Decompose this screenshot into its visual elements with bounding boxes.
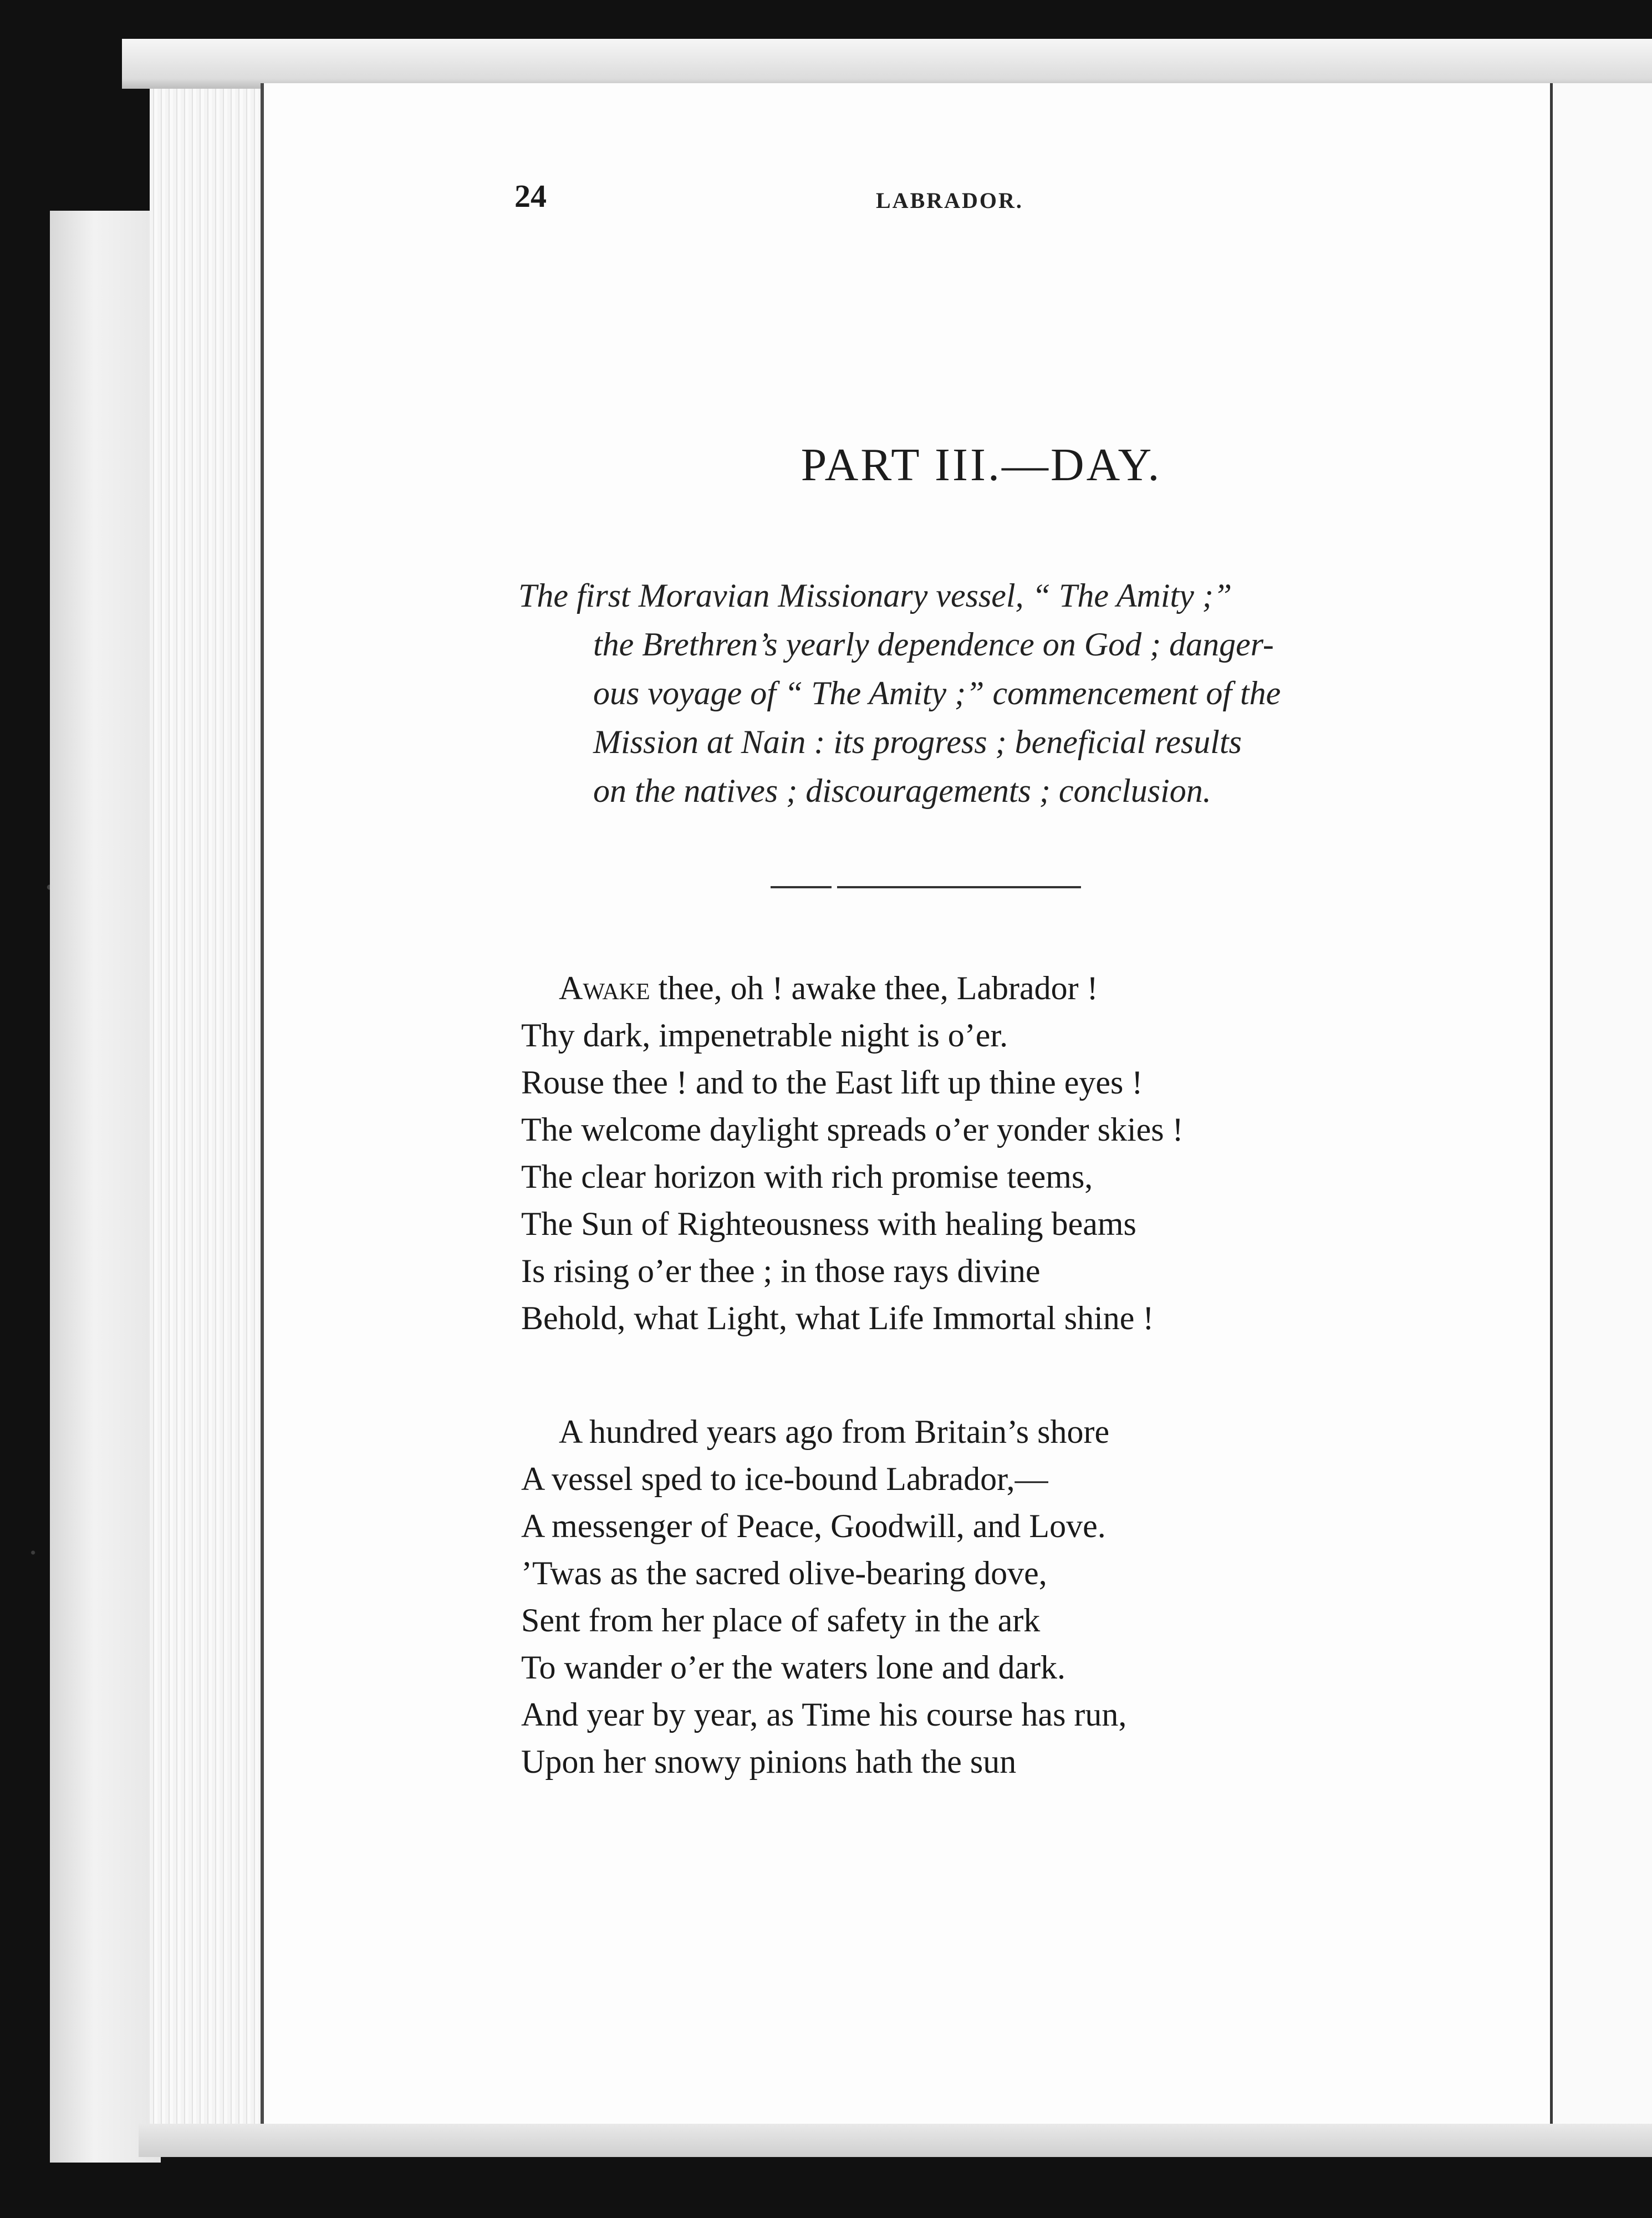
verse-line: Behold, what Light, what Life Immortal shine !	[521, 1300, 1154, 1336]
argument-line: on the natives ; discouragements ; conclusion.	[593, 772, 1211, 809]
poem-stanza-2	[521, 1408, 1126, 1785]
verse-line: Thy dark, impenetrable night is o’er.	[521, 1017, 1008, 1054]
verse-line: ’Twas as the sacred olive-bearing dove,	[521, 1555, 1047, 1591]
section-rule-short	[771, 886, 832, 888]
verse-line: Sent from her place of safety in the ark	[521, 1602, 1041, 1639]
argument-line: Mission at Nain : its progress ; beneficial results	[593, 724, 1242, 760]
section-rule-long	[837, 886, 1081, 888]
verse-line: Upon her snowy pinions hath the sun	[521, 1743, 1017, 1780]
argument-line: the Brethren’s yearly dependence on God ; danger-	[593, 626, 1274, 663]
verse-line: Rouse thee ! and to the East lift up thine eyes !	[521, 1064, 1143, 1101]
running-title: LABRADOR.	[876, 188, 1023, 213]
verse-line: A messenger of Peace, Goodwill, and Love.	[521, 1508, 1106, 1544]
underlying-page-edge	[50, 211, 161, 2163]
chapter-argument	[518, 571, 1394, 815]
verse-line: Is rising o’er thee ; in those rays divine	[521, 1253, 1041, 1289]
verse-line: And year by year, as Time his course has run,	[521, 1696, 1127, 1733]
verse-line	[521, 965, 1184, 1012]
verse-line: The welcome daylight spreads o’er yonder skies !	[521, 1111, 1184, 1148]
verse-line-rest: thee, oh ! awake thee, Labrador !	[650, 970, 1098, 1006]
bottom-binding-strip	[139, 2124, 1652, 2157]
verse-line: The clear horizon with rich promise teems,	[521, 1158, 1093, 1195]
verse-line: A hundred years ago from Britain’s shore	[559, 1413, 1110, 1450]
poem-stanza-1	[521, 965, 1184, 1342]
page-number: 24	[514, 178, 547, 214]
verse-line: To wander o’er the waters lone and dark.	[521, 1649, 1066, 1686]
part-title: PART III.—DAY.	[800, 439, 1162, 491]
verse-line: The Sun of Righteousness with healing beams	[521, 1205, 1136, 1242]
top-binding-strip	[122, 39, 1652, 89]
argument-line: The first Moravian Missionary vessel, “ The Amity ;”	[518, 577, 1232, 614]
argument-line: ous voyage of “ The Amity ;” commencement of the	[593, 675, 1281, 711]
opening-word: Awake	[559, 970, 650, 1006]
page-stack-edge	[150, 83, 272, 2124]
right-margin	[1549, 83, 1652, 2135]
verse-line: A vessel sped to ice-bound Labrador,—	[521, 1461, 1048, 1497]
